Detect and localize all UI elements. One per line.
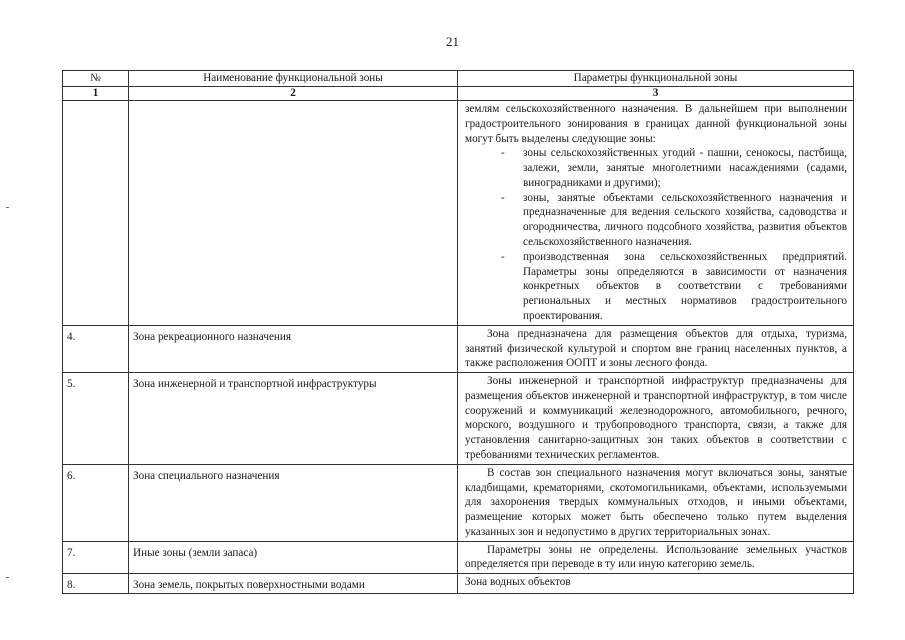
- zone-name: Зона специального назначения: [129, 464, 458, 541]
- row-number: 4.: [63, 325, 129, 372]
- zone-params: Зона предназначена для размещения объектов для отдыха, туризма, занятий физической культурой и спортом вне границ населенных пунктов, а также расположения ООПТ и зоны лесного фонда.: [458, 325, 854, 372]
- header-zone-name: Наименование функциональной зоны: [129, 71, 458, 87]
- zone-name: Иные зоны (земли запаса): [129, 541, 458, 574]
- table-row-continuation: [63, 101, 854, 326]
- list-item: - производственная зона сельскохозяйственных предприятий. Параметры зоны определяются в зависимости от назначения конкретных объектов в соответствии с требованиями региональных и местных нормативов градостроительного проектирования.: [523, 250, 847, 324]
- table-row: [63, 541, 854, 574]
- zone-params: Параметры зоны не определены. Использование земельных участков определяется при переводе в ту или иную категорию земель.: [458, 541, 854, 574]
- table-row: [63, 464, 854, 541]
- column-number-row: [63, 87, 854, 101]
- zone-params: В состав зон специального назначения могут включаться зоны, занятые кладбищами, крематориями, скотомогильниками, объектами, используемыми для захоронения твердых коммунальных отходов, и иными объектами, размещение которых может быть обеспечено только путем выделения указанных зон и недопустимо в других территориальных зонах.: [458, 464, 854, 541]
- column-number: 1: [63, 87, 129, 101]
- zone-name: Зона земель, покрытых поверхностными водами: [129, 574, 458, 594]
- row-number: 5.: [63, 373, 129, 465]
- row-number: 7.: [63, 541, 129, 574]
- table-row: [63, 574, 854, 594]
- margin-mark: [6, 577, 9, 578]
- continuation-intro: землям сельскохозяйственного назначения. В дальнейшем при выполнении градостроительного зонирования в границах данной функциональной зоны могут быть выделены следующие зоны:: [465, 103, 847, 145]
- row-params-cell: [458, 101, 854, 326]
- column-number: 2: [129, 87, 458, 101]
- zone-params: Зоны инженерной и транспортной инфраструктур предназначены для размещения объектов инженерной и транспортной инфраструктур, в том числе сооружений и коммуникаций железнодорожного, автомобильного, речного, морского, воздушного и трубопроводного транспорта, связи, а также для установления санитарно-защитных зон таких объектов в соответствии с требованиями технических регламентов.: [458, 373, 854, 465]
- table-row: [63, 325, 854, 372]
- table-row: [63, 373, 854, 465]
- row-number: 8.: [63, 574, 129, 594]
- row-number-cell: [63, 101, 129, 326]
- column-number: 3: [458, 87, 854, 101]
- header-number: №: [63, 71, 129, 87]
- table-header-row: [63, 71, 854, 87]
- list-item: - зоны, занятые объектами сельскохозяйственного назначения и предназначенные для ведения сельского хозяйства, садоводства и огородничества, личного подсобного хозяйства, развития объектов сельскохозяйственного назначения.: [523, 191, 847, 250]
- subzone-list: [465, 146, 847, 323]
- zone-name: Зона рекреационного назначения: [129, 325, 458, 372]
- zone-name: Зона инженерной и транспортной инфраструктуры: [129, 373, 458, 465]
- zone-params: Зона водных объектов: [458, 574, 854, 594]
- header-zone-params: Параметры функциональной зоны: [458, 71, 854, 87]
- page-number: 21: [446, 34, 459, 49]
- list-item: - зоны сельскохозяйственных угодий - пашни, сенокосы, пастбища, залежи, земли, занятые многолетними насаждениями (садами, виноградниками и другими);: [523, 146, 847, 190]
- row-number: 6.: [63, 464, 129, 541]
- functional-zones-table: [62, 70, 854, 594]
- row-name-cell: [129, 101, 458, 326]
- margin-mark: [6, 207, 9, 208]
